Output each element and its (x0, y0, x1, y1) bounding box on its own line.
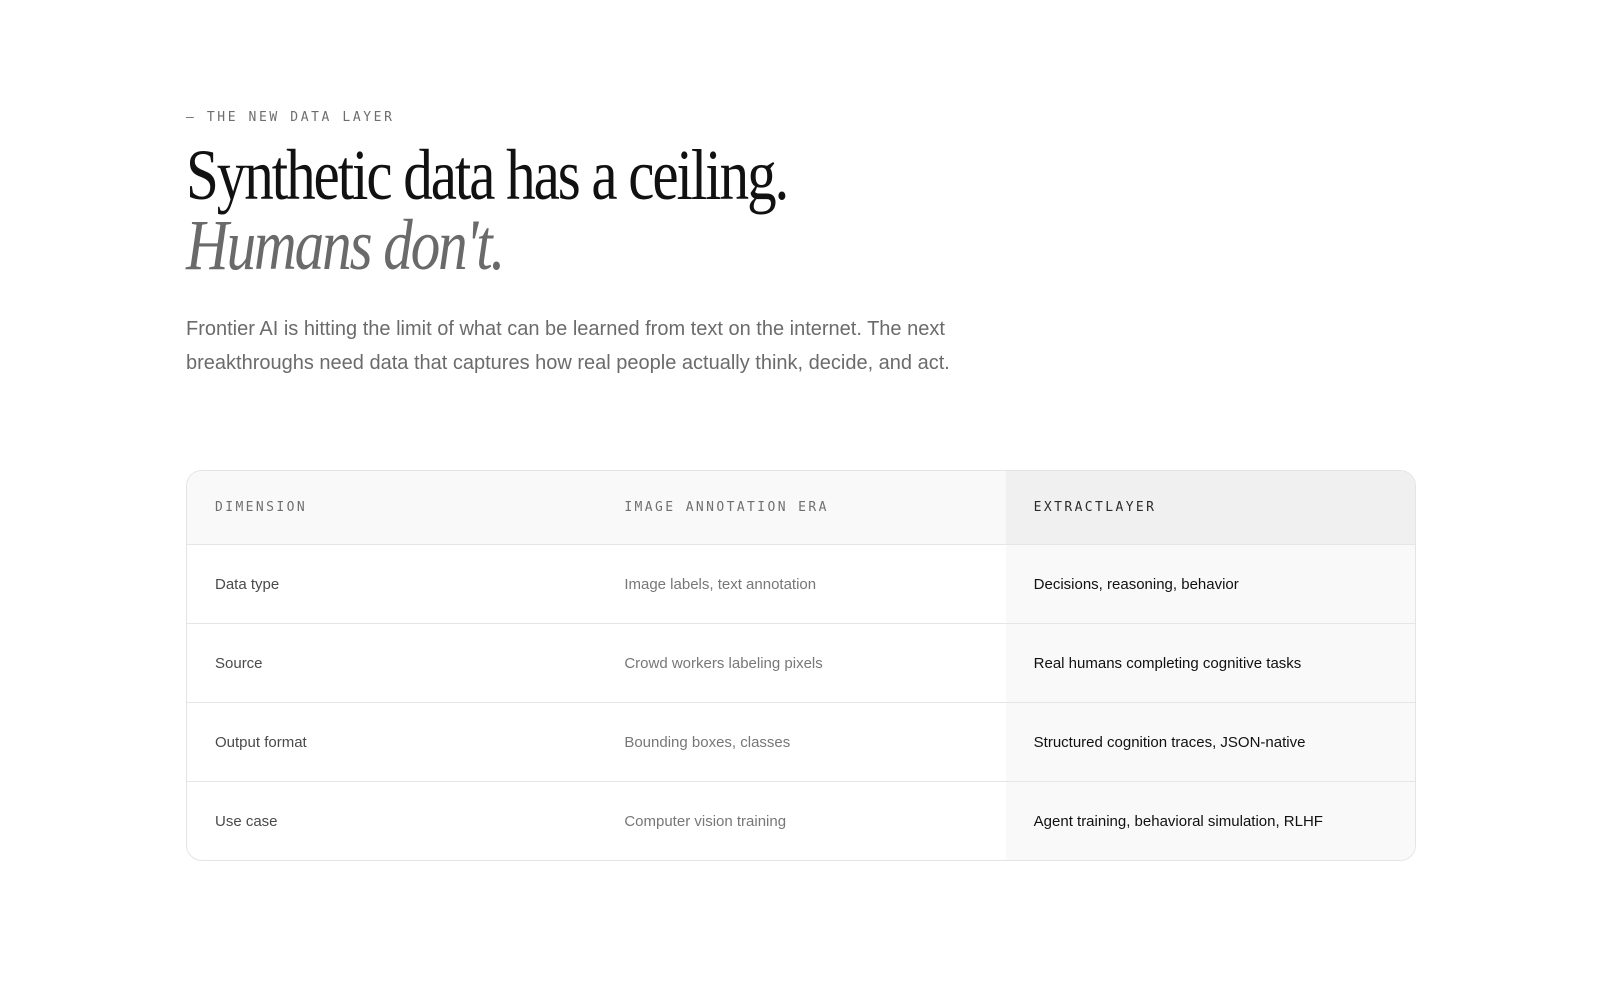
extractlayer-cell: Structured cognition traces, JSON-native (1006, 703, 1415, 781)
table-row (187, 781, 1415, 860)
table-row (187, 623, 1415, 702)
header-dimension: DIMENSION (215, 500, 308, 515)
dimension-cell: Use case (215, 812, 278, 830)
dimension-cell: Data type (215, 575, 280, 593)
section-lede: Frontier AI is hitting the limit of what can be learned from text on the internet. The next breakthroughs need data that captures how real people actually think, decide, and act. (186, 318, 950, 374)
extractlayer-cell: Decisions, reasoning, behavior (1006, 545, 1415, 623)
comparison-table (186, 470, 1416, 861)
table-row (187, 702, 1415, 781)
table-row (187, 544, 1415, 623)
headline-line-2: Humans don't. (186, 205, 504, 285)
image-annotation-era-cell: Crowd workers labeling pixels (624, 654, 823, 672)
header-image-annotation-era: IMAGE ANNOTATION ERA (624, 500, 829, 515)
header-extractlayer: EXTRACTLAYER (1006, 471, 1415, 544)
section-headline (186, 135, 788, 285)
dimension-cell: Output format (215, 733, 307, 751)
headline-line-1: Synthetic data has a ceiling. (186, 135, 788, 215)
image-annotation-era-cell: Bounding boxes, classes (624, 733, 791, 751)
section-eyebrow: — THE NEW DATA LAYER (186, 110, 395, 125)
image-annotation-era-cell: Image labels, text annotation (624, 575, 817, 593)
image-annotation-era-cell: Computer vision training (624, 812, 787, 830)
dimension-cell: Source (215, 654, 263, 672)
extractlayer-cell: Agent training, behavioral simulation, RLHF (1006, 782, 1415, 860)
extractlayer-cell: Real humans completing cognitive tasks (1006, 624, 1415, 702)
table-header-row (187, 471, 1415, 544)
